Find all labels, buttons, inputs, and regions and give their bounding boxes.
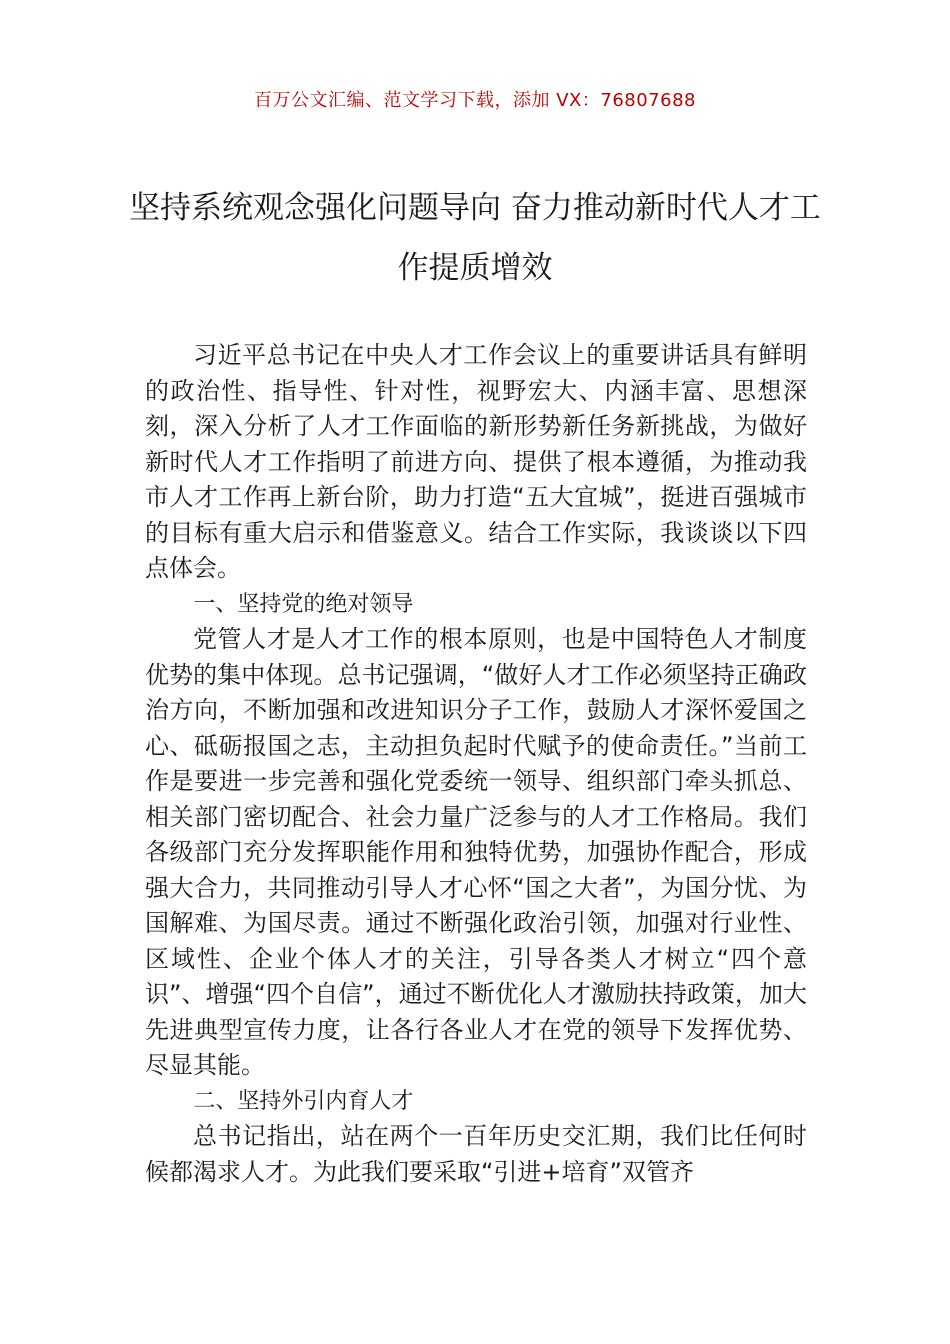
section-2-paragraph: 总书记指出，站在两个一百年历史交汇期，我们比任何时候都渴求人才。为此我们要采取“引进+培育”双管齐	[145, 1122, 807, 1186]
header-watermark-note: 百万公文汇编、范文学习下载，添加 VX：76807688	[254, 90, 696, 111]
section-heading-2: 二、坚持外引内育人才	[193, 1088, 414, 1114]
section-heading-1: 一、坚持党的绝对领导	[193, 591, 414, 617]
intro-paragraph: 习近平总书记在中央人才工作会议上的重要讲话具有鲜明的政治性、指导性、针对性，视野宏大、内涵丰富、思想深刻，深入分析了人才工作面临的新形势新任务新挑战，为做好新时代人才工作指明了前进方向、提供了根本遵循，为推动我市人才工作再上新台阶，助力打造“五大宜城”，挺进百强城市的目标有重大启示和借鉴意义。结合工作实际，我谈谈以下四点体会。	[145, 341, 807, 582]
document-body	[145, 338, 807, 1190]
document-title: 坚持系统观念强化问题导向 奋力推动新时代人才工作提质增效	[129, 190, 821, 286]
section-1-paragraph: 党管人才是人才工作的根本原则，也是中国特色人才制度优势的集中体现。总书记强调，“做好人才工作必须坚持正确政治方向，不断加强和改进知识分子工作，鼓励人才深怀爱国之心、砥砺报国之志，主动担负起时代赋予的使命责任。”当前工作是要进一步完善和强化党委统一领导、组织部门牵头抓总、相关部门密切配合、社会力量广泛参与的人才工作格局。我们各级部门充分发挥职能作用和独特优势，加强协作配合，形成强大合力，共同推动引导人才心怀“国之大者”，为国分忧、为国解难、为国尽责。通过不断强化政治引领，加强对行业性、区域性、企业个体人才的关注，引导各类人才树立“四个意识”、增强“四个自信”，通过不断优化人才激励扶持政策，加大先进典型宣传力度，让各行各业人才在党的领导下发挥优势、尽显其能。	[145, 625, 807, 1079]
